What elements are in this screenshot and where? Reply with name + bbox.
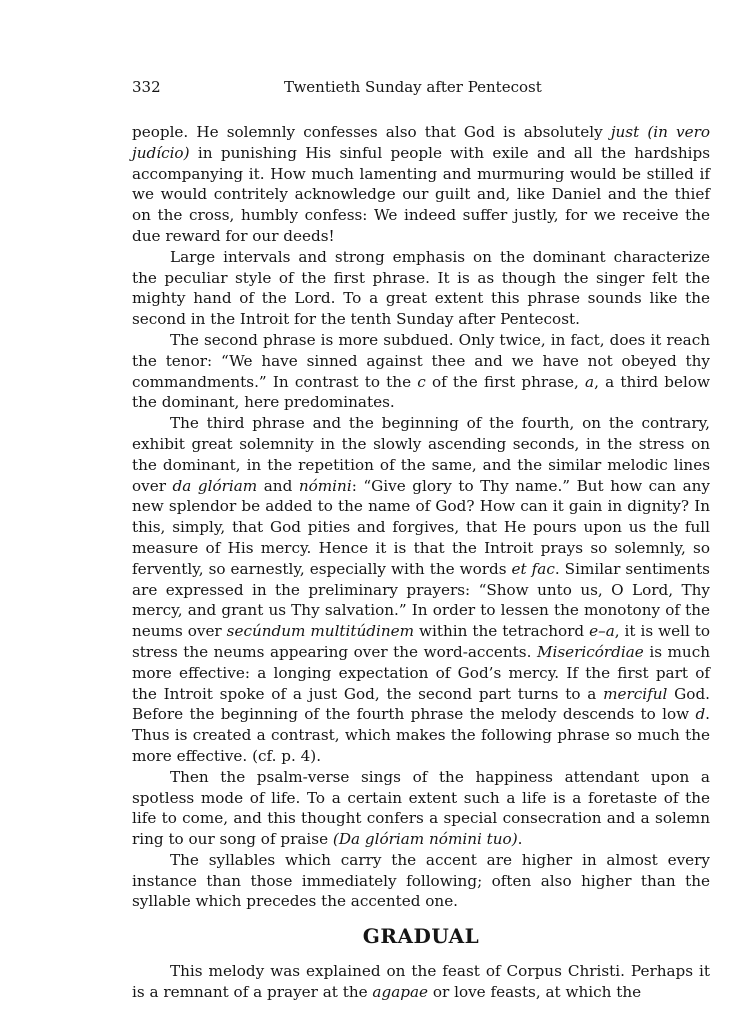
text-run: God. Before the beginning of the fourth phrase the melody descends to low: [132, 684, 710, 724]
italic-text: et fac: [511, 559, 555, 578]
page-header: [132, 78, 712, 100]
text-run: , it is well to stress the neums appearing over the word-accents.: [132, 622, 711, 661]
italic-text: e–a: [589, 622, 615, 641]
text-run: The second phrase is more subdued. Only twice, in fact, does it reach the tenor: “We have sinned against thee and we have not obeyed thy commandments.” In contrast to the: [132, 330, 710, 391]
paragraph: [132, 413, 710, 767]
paragraph: [132, 961, 710, 1003]
running-title: Twentieth Sunday after Pentecost: [284, 78, 542, 96]
text-run: The syllables which carry the accent are higher in almost every instance than those immediately following; often also higher than the syllable which precedes the accented one.: [132, 850, 710, 911]
italic-text: a: [585, 372, 595, 391]
text-run: . Similar sentiments are expressed in the preliminary prayers: “Show unto us, O Lord, Thy mercy, and grant us Thy salvation.” In order to lessen the monotony of the neums over: [132, 559, 710, 641]
text-run: Large intervals and strong emphasis on the dominant characterize the peculiar style of the first phrase. It is as though the singer felt the mighty hand of the Lord. To a great extent this phrase sounds like the second in the Introit for the tenth Sunday after Pentecost.: [132, 247, 710, 329]
text-run: and: [257, 476, 299, 495]
text-run: of the first phrase,: [425, 372, 586, 391]
italic-text: Misericórdiae: [536, 642, 644, 661]
text-run: in punishing His sinful people with exile and all the hardships accompanying it. How much lamenting and murmuring would be stilled if we would contritely acknowledge our guilt and, like Daniel and the thief on the cross, humbly confess: We indeed suffer justly, for we receive the due reward for our deeds!: [132, 143, 710, 245]
text-run: people. He solemnly confesses also that God is absolutely: [132, 123, 611, 141]
italic-text: nómini: [298, 476, 352, 495]
paragraph: [132, 767, 710, 850]
text-run: This melody was explained on the feast of Corpus Christi. Perhaps it is a remnant of a prayer at the: [132, 962, 710, 1001]
italic-text: d: [695, 705, 706, 724]
italic-text: secúndum multitúdinem: [226, 622, 415, 641]
body-text: [132, 122, 710, 912]
italic-text: (Da glóriam nómini tuo): [332, 830, 518, 849]
italic-text: da glóriam: [172, 476, 258, 495]
page-number: 332: [132, 78, 161, 96]
text-run: , a third below the dominant, here predominates.: [132, 372, 710, 412]
italic-text: just (in vero judício): [132, 123, 710, 162]
italic-text: merciful: [603, 684, 668, 703]
text-run: is much more effective: a longing expectation of God’s mercy. If the first part of the Introit spoke of a just God, the second part turns to a: [132, 642, 710, 703]
text-run: : “Give glory to Thy name.” But how can any new splendor be added to the name of God? How can it gain in dignity? In this, simply, that God pities and forgives, that He pours upon us the full measure of His mercy. Hence it is that the Introit prays so solemnly, so fervently, so earnestly, especially with the words: [132, 476, 710, 578]
text-run: within the tetrachord: [414, 622, 590, 641]
paragraph: [132, 122, 710, 247]
paragraph: [132, 247, 710, 330]
gradual-text: [132, 961, 710, 1003]
paragraph: [132, 850, 710, 912]
italic-text: c: [417, 372, 426, 391]
text-run: The third phrase and the beginning of the fourth, on the contrary, exhibit great solemnity in the slowly ascending seconds, in the stress on the dominant, in the repetition of the same, and the similar melodic lines over: [132, 414, 710, 495]
text-run: Then the psalm-verse sings of the happiness attendant upon a spotless mode of life. To a certain extent such a life is a foretaste of the life to come, and this thought confers a special consecration and a solemn ring to our song of praise: [132, 767, 710, 849]
paragraph: [132, 330, 710, 413]
section-heading: GRADUAL: [362, 924, 480, 948]
text-run: .: [517, 830, 523, 849]
text-run: or love feasts, at which the: [428, 982, 642, 1001]
italic-text: agapae: [372, 982, 429, 1001]
text-run: . Thus is created a contrast, which makes the following phrase so much the more effective. (cf. p. 4).: [132, 705, 710, 765]
